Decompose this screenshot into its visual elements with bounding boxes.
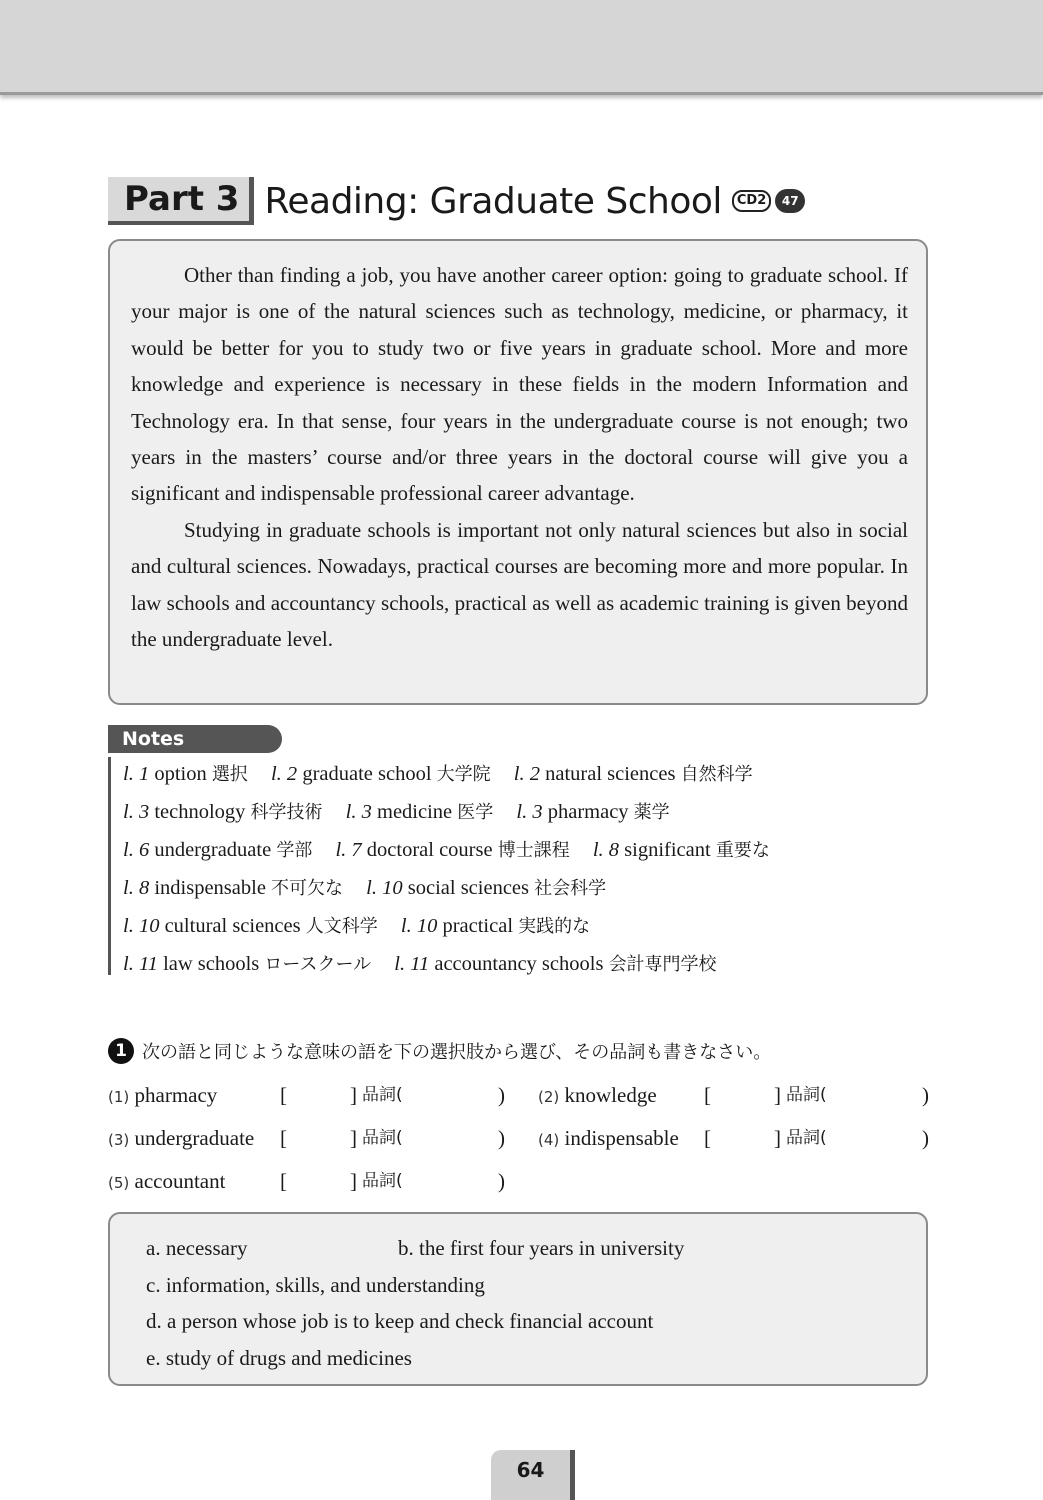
choice-line xyxy=(146,1267,926,1304)
note-item xyxy=(123,839,312,861)
choice-line xyxy=(146,1230,926,1267)
notes-list xyxy=(108,757,928,975)
note-line-ref: l. 1 xyxy=(123,763,150,785)
track-number: 47 xyxy=(775,189,805,213)
choice-line xyxy=(146,1303,926,1340)
question-number: (2) xyxy=(538,1088,560,1106)
answer-bracket-open[interactable]: [ xyxy=(280,1126,287,1150)
note-term: option xyxy=(154,763,207,785)
pos-label-text: 品詞 xyxy=(786,1085,820,1105)
note-translation: 重要な xyxy=(715,840,770,861)
note-item xyxy=(516,801,669,823)
passage-paragraph-2: Studying in graduate schools is important not only natural sciences but also in social and cultural sciences. Nowadays, practical courses are becoming more and more popular. In law schools and accountancy schools, practical as well as academic training is given beyond the undergraduate level. xyxy=(131,517,908,652)
answer-bracket-close: ] xyxy=(774,1126,781,1150)
answer-bracket-open[interactable]: [ xyxy=(704,1126,711,1150)
passage-paragraph-1: Other than finding a job, you have another career option: going to graduate school. If your major is one of the natural sciences such as technology, medicine, or pharmacy, it would be better for you to study two or five years in graduate school. More and more knowledge and experience is necessary in these fields in the modern Information and Technology era. In that sense, four years in the undergraduate course is not enough; two years in the masters’ course and/or three years in the doctoral course will give you a significant and indispensable professional career advantage. xyxy=(131,263,908,506)
choice-text: necessary xyxy=(165,1236,248,1260)
pos-label: 品詞( xyxy=(786,1128,827,1148)
question-word: knowledge xyxy=(564,1083,657,1107)
cd-audio-icon xyxy=(732,189,805,213)
pos-label-text: 品詞 xyxy=(362,1128,396,1148)
choice-letter: c. xyxy=(146,1272,161,1297)
note-item xyxy=(123,763,248,785)
reading-passage xyxy=(108,239,928,705)
note-term: social sciences xyxy=(407,877,529,899)
answer-bracket-open[interactable]: [ xyxy=(280,1169,287,1193)
note-term: cultural sciences xyxy=(164,915,301,937)
note-item xyxy=(401,915,590,937)
notes-line xyxy=(123,871,928,909)
notes-heading: Notes xyxy=(108,725,282,753)
note-line-ref: l. 11 xyxy=(394,953,430,975)
question-number: (1) xyxy=(108,1088,130,1106)
note-line-ref: l. 7 xyxy=(335,839,362,861)
question-word: accountant xyxy=(134,1169,226,1193)
note-translation: 選択 xyxy=(211,764,248,785)
note-line-ref: l. 3 xyxy=(345,801,372,823)
notes-line xyxy=(123,833,928,871)
note-translation: 学部 xyxy=(276,840,313,861)
note-line-ref: l. 11 xyxy=(123,953,158,975)
pos-close-paren[interactable]: ) xyxy=(922,1126,929,1150)
note-line-ref: l. 2 xyxy=(513,763,540,785)
question-word: indispensable xyxy=(564,1126,679,1150)
choice-text: the first four years in university xyxy=(419,1236,685,1260)
question-word: undergraduate xyxy=(134,1126,255,1150)
note-item xyxy=(123,877,343,899)
answer-bracket-close: ] xyxy=(774,1083,781,1107)
note-line-ref: l. 8 xyxy=(123,877,150,899)
notes-line xyxy=(123,909,928,947)
note-item xyxy=(123,801,323,823)
choice-item xyxy=(146,1309,653,1333)
choice-item xyxy=(146,1273,485,1297)
note-item xyxy=(346,801,494,823)
note-term: law schools xyxy=(163,953,260,975)
note-line-ref: l. 6 xyxy=(123,839,150,861)
question-row xyxy=(108,1123,943,1153)
choice-item xyxy=(146,1236,247,1260)
note-term: doctoral course xyxy=(366,839,493,861)
note-term: pharmacy xyxy=(547,801,629,823)
question-item xyxy=(538,1123,679,1155)
note-line-ref: l. 10 xyxy=(400,915,438,937)
page-title: Reading: Graduate School xyxy=(264,180,722,222)
pos-label: 品詞( xyxy=(362,1171,403,1191)
choice-letter: e. xyxy=(146,1345,161,1370)
note-term: accountancy schools xyxy=(434,953,604,975)
pos-close-paren[interactable]: ) xyxy=(498,1126,505,1150)
question-number: (3) xyxy=(108,1131,130,1149)
notes-line xyxy=(123,757,928,795)
section-title-row xyxy=(108,176,805,226)
note-translation: 社会科学 xyxy=(534,878,607,899)
question-item xyxy=(538,1080,657,1112)
notes-line xyxy=(123,795,928,833)
choice-letter: a. xyxy=(146,1236,161,1260)
pos-label-text: 品詞 xyxy=(362,1085,396,1105)
question-item xyxy=(108,1080,217,1112)
note-translation: 医学 xyxy=(457,802,494,823)
note-translation: 大学院 xyxy=(436,764,491,785)
choice-item xyxy=(398,1230,684,1267)
note-line-ref: l. 10 xyxy=(366,877,403,899)
pos-label-text: 品詞 xyxy=(362,1171,396,1191)
note-translation: 博士課程 xyxy=(497,840,570,861)
pos-label: 品詞( xyxy=(362,1128,403,1148)
note-translation: 不可欠な xyxy=(271,878,344,899)
cd-label: CD2 xyxy=(732,190,771,212)
note-translation: 薬学 xyxy=(633,802,670,823)
note-item xyxy=(366,877,606,899)
pos-close-paren[interactable]: ) xyxy=(498,1083,505,1107)
answer-bracket-open[interactable]: [ xyxy=(704,1083,711,1107)
note-translation: 自然科学 xyxy=(680,764,753,785)
note-item xyxy=(514,763,753,785)
note-item xyxy=(593,839,770,861)
question-word: pharmacy xyxy=(134,1083,218,1107)
note-term: undergraduate xyxy=(154,839,272,861)
note-line-ref: l. 3 xyxy=(123,801,150,823)
note-term: medicine xyxy=(377,801,453,823)
note-translation: 科学技術 xyxy=(250,802,323,823)
note-line-ref: l. 2 xyxy=(270,763,298,785)
part-label: Part 3 xyxy=(108,177,254,225)
note-term: significant xyxy=(624,839,711,861)
answer-bracket-open[interactable]: [ xyxy=(280,1083,287,1107)
exercise-instruction xyxy=(108,1036,771,1066)
choice-text: study of drugs and medicines xyxy=(165,1345,412,1370)
note-item xyxy=(394,953,716,975)
question-row xyxy=(108,1166,943,1196)
note-item xyxy=(271,763,491,785)
answer-bracket-close: ] xyxy=(350,1126,357,1150)
question-row xyxy=(108,1080,943,1110)
note-term: natural sciences xyxy=(545,763,676,785)
exercise-number-badge: 1 xyxy=(108,1038,134,1064)
pos-label: 品詞( xyxy=(362,1085,403,1105)
choice-text: information, skills, and understanding xyxy=(165,1272,485,1297)
note-term: technology xyxy=(154,801,246,823)
page-number: 64 xyxy=(491,1450,575,1500)
note-translation: 会計専門学校 xyxy=(608,954,717,975)
note-translation: ロースクール xyxy=(264,954,372,975)
instruction-text: 次の語と同じような意味の語を下の選択肢から選び、その品詞も書きなさい。 xyxy=(142,1042,772,1063)
pos-close-paren[interactable]: ) xyxy=(922,1083,929,1107)
choice-letter: d. xyxy=(146,1309,162,1333)
choice-item xyxy=(146,1346,412,1370)
note-line-ref: l. 3 xyxy=(516,801,543,823)
notes-line xyxy=(123,947,928,985)
note-translation: 人文科学 xyxy=(305,916,378,937)
answer-bracket-close: ] xyxy=(350,1083,357,1107)
note-term: practical xyxy=(442,915,514,937)
note-term: indispensable xyxy=(154,877,266,899)
choice-line xyxy=(146,1340,926,1377)
note-item xyxy=(123,953,371,975)
question-number: (4) xyxy=(538,1131,560,1149)
choice-text: a person whose job is to keep and check financial account xyxy=(167,1309,654,1333)
choice-letter: b. xyxy=(398,1236,414,1260)
choices-box xyxy=(108,1212,928,1386)
note-line-ref: l. 8 xyxy=(592,839,620,861)
pos-label-text: 品詞 xyxy=(786,1128,820,1148)
note-term: graduate school xyxy=(302,763,432,785)
note-item xyxy=(335,839,569,861)
note-item xyxy=(123,915,378,937)
top-header-band xyxy=(0,0,1043,95)
pos-label: 品詞( xyxy=(786,1085,827,1105)
question-item xyxy=(108,1166,225,1198)
answer-bracket-close: ] xyxy=(350,1169,357,1193)
question-item xyxy=(108,1123,254,1155)
question-number: (5) xyxy=(108,1174,130,1192)
note-translation: 実践的な xyxy=(518,916,591,937)
pos-close-paren[interactable]: ) xyxy=(498,1169,505,1193)
note-line-ref: l. 10 xyxy=(123,915,160,937)
